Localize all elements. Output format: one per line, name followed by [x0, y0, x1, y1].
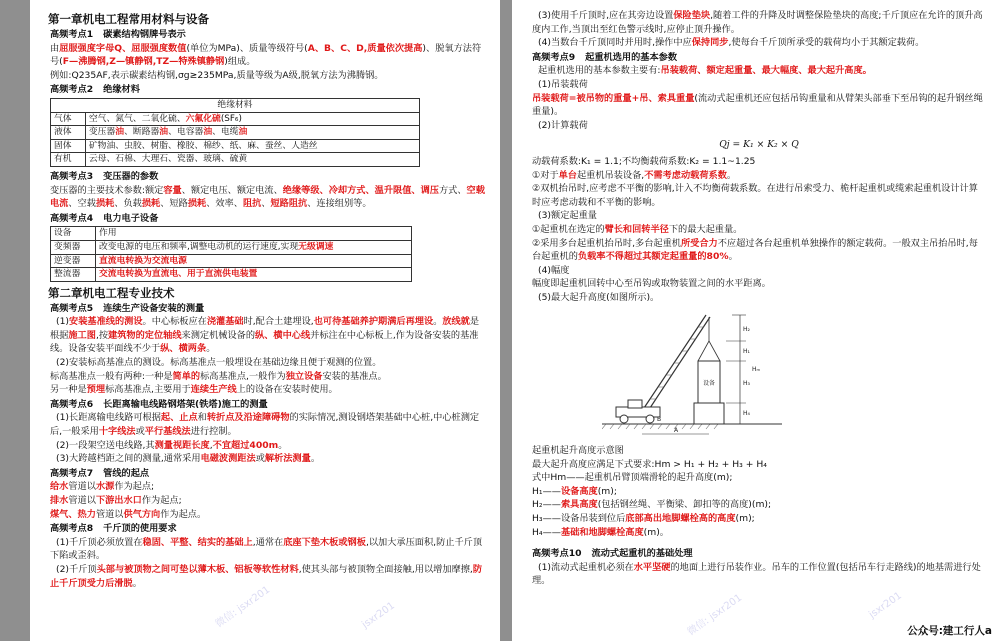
- highlight-text: 油: [238, 127, 248, 138]
- page-right: [512, 0, 1000, 641]
- text-run: (1)千斤顶必须放置在: [56, 536, 143, 548]
- paragraph: [50, 508, 486, 522]
- table-row: [51, 240, 412, 254]
- text-run: )组成。: [224, 56, 256, 68]
- text-run: 变压器: [88, 127, 116, 138]
- ground-hatch: [602, 424, 718, 429]
- table-row: [51, 112, 420, 126]
- highlight-text: 吊装载荷、额定起重量、最大幅度、最大起升高度。: [660, 65, 872, 77]
- text-run: 变压器的主要技术参数:额定: [50, 184, 164, 196]
- text-run: 的地面上进行吊装作业。吊车的工作位置(包括吊车行走路线)的地基需进行处理。: [532, 561, 981, 587]
- highlight-text: 负载率不得超过其额定起重量的80%: [577, 251, 729, 263]
- highlight-text: 损耗: [187, 198, 207, 210]
- highlight-text: 无级调速: [298, 241, 334, 252]
- equipment-label: 设备: [702, 380, 716, 388]
- text-run: (1)流动式起重机必须在: [538, 561, 634, 573]
- paragraph: 动载荷系数:K₁ = 1.1;不均衡载荷系数:K₂ = 1.1~1.25: [532, 155, 756, 167]
- highlight-text: 油: [203, 127, 213, 138]
- paragraph: [532, 223, 986, 237]
- text-run: 的实际情况,测设钢塔架基础中心桩,中心桩测定后,一般采用: [50, 412, 480, 438]
- highlight-text: 也可待基础养护期满后再埋设: [313, 316, 434, 328]
- subheading: (2)计算载荷: [538, 119, 588, 131]
- highlight-text: 施工图: [68, 329, 96, 341]
- table-row: [51, 139, 420, 153]
- text-run: (m)。: [643, 526, 669, 538]
- table-cell-key: 固体: [51, 139, 86, 153]
- paragraph: [50, 315, 486, 356]
- subheading: (5)最大起升高度(如图所示)。: [538, 291, 660, 303]
- dim-label: A: [674, 427, 679, 435]
- power-electronics-table: [50, 226, 412, 281]
- text-run: 标高基准点一般有两种:一种是: [50, 370, 173, 382]
- text-run: 管道以: [68, 481, 96, 493]
- highlight-text: A、B、C、D,质量依次提高: [307, 42, 423, 54]
- highlight-text: 损耗: [95, 198, 115, 210]
- highlight-text: 油: [115, 127, 125, 138]
- paragraph: [50, 411, 486, 438]
- dim-label: B: [657, 416, 662, 424]
- text-run: (SF₆): [220, 113, 242, 124]
- highlight-text: 索具高度: [560, 499, 598, 511]
- subheading: (1)吊装载荷: [538, 78, 588, 90]
- key-point-heading: 高频考点2 绝缘材料: [50, 84, 140, 96]
- highlight-text: 给水: [50, 481, 69, 493]
- text-run: 、电缆: [212, 127, 239, 138]
- text-run: (流动式起重机还应包括吊钩重量和从臂架头部垂下至吊钩的起升钢丝绳重量)。: [532, 92, 983, 118]
- table-cell-key: 有机: [51, 153, 86, 167]
- highlight-text: 煤气、热力: [50, 508, 96, 520]
- paragraph: 最大起升高度应满足下式要求:Hm > H₁ + H₂ + H₃ + H₄: [532, 458, 767, 470]
- text-run: ②采用多台起重机抬吊时,多台起重机: [532, 237, 681, 249]
- chapter-title: 第二章机电工程专业技术: [48, 285, 175, 300]
- highlight-text: 下游出水口: [95, 495, 142, 506]
- key-point-heading: 高频考点10 流动式起重机的基础处理: [532, 548, 693, 560]
- footer-account: 公众号:建工行人a: [907, 625, 992, 637]
- highlight-text: 短路阻抗: [270, 198, 308, 210]
- paragraph: [532, 92, 986, 119]
- paragraph: [50, 452, 486, 466]
- highlight-text: 交流电转换为直流电、用于直流供电装置: [99, 269, 258, 280]
- highlight-text: 纵、横中心线: [255, 329, 311, 341]
- text-run: ,以加大承压面积,防止千斤顶下陷或歪斜。: [50, 536, 483, 562]
- highlight-text: 直流电转换为交流电源: [99, 255, 187, 266]
- highlight-text: 纵、横两条: [160, 343, 207, 355]
- insulation-rows: [51, 112, 420, 166]
- highlight-text: 预埋: [86, 384, 106, 396]
- paragraph: [532, 9, 986, 36]
- text-run: 、空载: [68, 198, 96, 210]
- paragraph: [50, 370, 486, 384]
- text-run: 由: [50, 42, 60, 54]
- highlight-text: 防止千斤顶受力后滑脱: [50, 563, 483, 589]
- text-run: (1)长距离输电线路可根据: [56, 412, 161, 424]
- text-run: (m);: [597, 485, 617, 497]
- highlight-text: 连续生产线: [190, 384, 237, 396]
- text-run: 并标注在中心标板上,作为设备安装的基准线。设备安装平面线不少于: [50, 329, 479, 355]
- highlight-text: 安装基准线的测设: [69, 316, 143, 328]
- text-run: 不应超过各台起重机单独操作的额定载荷。一般双主吊抬吊时,每台起重机的: [532, 237, 978, 263]
- text-run: (4)当数台千斤顶同时并用时,操作中应: [538, 37, 692, 49]
- text-run: 。: [433, 316, 443, 328]
- highlight-text: 起、止点: [160, 412, 198, 424]
- highlight-text: 解析法测量: [264, 453, 311, 465]
- table-header: 设备: [51, 227, 96, 241]
- text-run: H₃——设备吊装到位后: [532, 513, 626, 525]
- highlight-text: 水平坚硬: [633, 561, 671, 573]
- dim-label: H₁: [743, 348, 750, 356]
- text-run: ,: [209, 439, 213, 451]
- dim-label: H₄: [743, 410, 750, 418]
- paragraph: [532, 169, 986, 183]
- paragraph: [50, 383, 486, 397]
- text-run: 安装的基准点。: [322, 370, 387, 382]
- highlight-text: 稳固、平整、结实的基础上: [142, 536, 253, 548]
- text-run: 、: [261, 198, 271, 210]
- text-run: 。: [310, 453, 320, 465]
- paragraph: [50, 536, 486, 563]
- sling: [698, 341, 709, 361]
- text-run: 进行控制。: [190, 426, 237, 438]
- text-run: 空气、氮气、二氧化硫、: [88, 113, 186, 124]
- text-run: 管道以: [68, 495, 96, 506]
- highlight-text: F—沸腾钢,Z—镇静钢,TZ—特殊镇静钢: [62, 56, 225, 68]
- highlight-text: 转折点及沿途障碍物: [206, 412, 290, 424]
- text-run: 标高基准点,一般作为: [200, 370, 286, 382]
- text-run: 或: [135, 426, 145, 438]
- text-run: 作为起点;: [114, 481, 155, 493]
- text-run: 管道以: [95, 508, 124, 520]
- figure-caption: 起重机起升高度示意图: [532, 445, 624, 457]
- paragraph: [532, 485, 986, 499]
- text-run: 、电容器: [168, 127, 204, 138]
- paragraph: [50, 184, 486, 211]
- text-run: 时,配合土建埋设,: [243, 316, 314, 328]
- highlight-text: 油: [159, 127, 169, 138]
- key-point-heading: 高频考点5 连续生产设备安装的测量: [50, 302, 205, 314]
- highlight-text: 基础和地脚螺栓高度: [560, 526, 644, 538]
- text-run: 来测定机械设备的: [181, 329, 256, 341]
- paragraph: 式中Hm——起重机吊臂顶端滑轮的起升高度(m);: [532, 472, 733, 484]
- paragraph: [50, 480, 486, 494]
- table-cell-value: [85, 112, 419, 126]
- paragraph: ②双机抬吊时,应考虑不平衡的影响,计入不均衡荷载系数。在进行吊索受力、桅杆起重机或缆索起重机设计计算时应考虑动载和不平衡的影响。: [532, 183, 978, 208]
- watermark: 微信: jsxr201: [685, 592, 745, 638]
- crane-figure: [602, 307, 986, 442]
- text-run: 、断路器: [124, 127, 160, 138]
- text-run: H₂——: [532, 499, 561, 511]
- text-run: (单位为MPa)、质量等级符号(: [186, 42, 308, 54]
- highlight-text: 保险垫块: [673, 10, 711, 21]
- text-run: ,使其头部与被顶物全面接触,用以增加摩擦,: [298, 563, 473, 575]
- key-point-heading: 高频考点7 管线的起点: [50, 467, 150, 479]
- text-run: 。: [132, 577, 142, 589]
- text-run: 。: [278, 439, 288, 451]
- text-run: ①起重机在选定的: [532, 223, 605, 235]
- highlight-text: 简单的: [172, 370, 201, 382]
- highlight-text: 水源: [95, 481, 115, 493]
- table-cell-key: 变频器: [51, 240, 96, 254]
- table-cell-value: [85, 126, 419, 140]
- table-cell-key: 液体: [51, 126, 86, 140]
- highlight-text: 测量视距长度: [154, 439, 210, 451]
- text-run: (1): [56, 316, 70, 328]
- key-point-heading: 高频考点9 起重机选用的基本参数: [532, 51, 678, 63]
- dim-label: Hₘ: [752, 366, 761, 374]
- paragraph: (2)安装标高基准点的测设。标高基准点一般埋设在基础边缘且便于观测的位置。: [56, 357, 382, 369]
- subheading: (3)额定起重量: [538, 210, 597, 222]
- subheading: (4)幅度: [538, 264, 570, 276]
- text-run: 是根据: [50, 316, 480, 341]
- text-run: 改变电源的电压和频率,调整电动机的运行速度,实现: [99, 241, 299, 252]
- highlight-text: 屈服强度字母Q、屈服强度数值: [59, 42, 187, 54]
- text-run: 另一种是: [50, 384, 87, 396]
- text-run: 或: [255, 453, 265, 465]
- text-run: ,使每台千斤顶所承受的载荷均小于其额定载荷。: [728, 37, 925, 49]
- table-cell-key: 整流器: [51, 268, 96, 282]
- table-cell-key: 逆变器: [51, 254, 96, 268]
- key-point-heading: 高频考点4 电力电子设备: [50, 212, 159, 224]
- highlight-text: 建筑物的定位轴线: [108, 329, 182, 341]
- highlight-text: 不宜超过400m: [212, 439, 279, 451]
- highlight-text: 底部高出地脚螺栓高的高度: [625, 513, 736, 525]
- highlight-text: 臂长和回转半径: [604, 223, 669, 235]
- text-run: (3)使用千斤顶时,应在其旁边设置: [538, 10, 674, 21]
- paragraph: [532, 561, 986, 588]
- highlight-text: 独立设备: [285, 370, 323, 382]
- highlight-text: 不需考虑动载荷系数: [644, 169, 727, 181]
- table-cell-value: [96, 268, 412, 282]
- page-left: [30, 0, 500, 641]
- text-run: 矿物油、虫胶、树脂、橡胶、棉纱、纸、麻、蚕丝、人造丝: [88, 140, 318, 151]
- highlight-text: 容量: [163, 184, 182, 196]
- text-run: 。: [206, 343, 216, 355]
- text-run: 云母、石棉、大理石、瓷器、玻璃、硫黄: [88, 154, 248, 165]
- watermark: jsxr201: [360, 600, 397, 631]
- paragraph: [532, 512, 986, 526]
- highlight-text: 设备高度: [560, 485, 598, 497]
- text-run: 、短路: [160, 198, 188, 210]
- highlight-text: 单台: [558, 169, 577, 181]
- dim-label: H₂: [743, 326, 750, 334]
- text-run: ,通常在: [252, 536, 284, 548]
- table-row: [51, 268, 412, 282]
- text-run: 。: [728, 251, 738, 263]
- table-cell-value: [85, 139, 419, 153]
- table-cell-value: [85, 153, 419, 167]
- power-electronics-rows: [51, 240, 412, 281]
- text-run: )、脱氧方法符号(: [50, 42, 482, 68]
- cab: [628, 400, 642, 408]
- highlight-text: 六氟化硫: [185, 113, 221, 124]
- text-run: H₁——: [532, 485, 561, 497]
- text-run: (m);: [735, 513, 755, 525]
- dim-label: H₃: [743, 380, 750, 388]
- text-run: 起重机吊装设备,: [577, 169, 645, 181]
- highlight-text: 空载电流: [50, 184, 485, 210]
- paragraph: [50, 494, 486, 508]
- text-run: 、连接组别等。: [307, 198, 372, 210]
- highlight-text: 吊装载荷=被吊物的重量+吊、索具重量: [532, 92, 695, 104]
- table-row: [51, 254, 412, 268]
- key-point-heading: 高频考点3 变压器的参数: [50, 170, 159, 182]
- paragraph: 例如:Q235AF,表示碳素结构钢,σg≥235MPa,质量等级为A级,脱氧方法为沸腾钢。: [50, 69, 384, 81]
- key-point-heading: 高频考点6 长距离输电线路钢塔架(铁塔)施工的测量: [50, 398, 268, 410]
- crane-diagram: [602, 307, 792, 437]
- text-run: 、效率、: [206, 198, 243, 210]
- text-run: ,随着工件的升降及时调整保险垫块的高度;千斤顶应在允许的顶升高度内工作,当顶出至红色警示线时,应停止顶升操作。: [532, 10, 983, 35]
- highlight-text: 供气方向: [123, 508, 161, 520]
- paragraph: 幅度即起重机回转中心至吊钩或取物装置之间的水平距离。: [532, 278, 771, 290]
- text-run: 。: [726, 169, 737, 181]
- paragraph: [50, 439, 486, 453]
- text-run: 和: [197, 412, 207, 424]
- paragraph: [50, 42, 486, 69]
- text-run: (2)千斤顶: [56, 563, 97, 575]
- highlight-text: 排水: [50, 495, 69, 506]
- text-run: 起重机选用的基本参数主要有:: [538, 65, 661, 77]
- text-run: 。中心标板应在: [142, 316, 207, 328]
- text-run: 、负载: [114, 198, 142, 210]
- highlight-text: 头部与被顶物之间可垫以薄木板、铝板等软性材料: [96, 563, 299, 575]
- text-run: ①对于: [532, 169, 559, 181]
- highlight-text: 绝缘等级、冷却方式、温升限值、调压: [282, 184, 439, 196]
- watermark: 微信: jsxr201: [213, 584, 273, 630]
- wheel: [646, 415, 654, 423]
- text-run: ,按: [95, 329, 109, 341]
- text-run: 作为起点;: [141, 495, 182, 506]
- paragraph: [532, 36, 986, 50]
- watermark: jsxr201: [867, 590, 904, 621]
- paragraph: [532, 64, 986, 78]
- highlight-text: 平行基线法: [144, 426, 191, 438]
- text-run: (3)大跨越档距之间的测量,通常采用: [56, 453, 201, 465]
- highlight-text: 浇灌基础: [206, 316, 244, 328]
- sling: [709, 341, 720, 361]
- text-run: (包括钢丝绳、平衡梁、卸扣等的高度)(m);: [597, 499, 772, 511]
- insulation-table: [50, 98, 420, 167]
- table-cell-key: 气体: [51, 112, 86, 126]
- text-run: 作为起点。: [160, 508, 207, 520]
- text-run: 下的最大起重量。: [668, 223, 743, 235]
- paragraph: [532, 526, 986, 540]
- table-header: 作用: [96, 227, 412, 241]
- text-run: (2)一段架空送电线路,其: [56, 439, 155, 451]
- highlight-text: 电磁波测距法: [200, 453, 256, 465]
- foundation: [694, 403, 724, 424]
- highlight-text: 保持同步: [691, 37, 729, 49]
- highlight-text: 十字线法: [98, 426, 136, 438]
- paragraph: [532, 237, 986, 264]
- highlight-text: 损耗: [141, 198, 161, 210]
- highlight-text: 所受合力: [680, 237, 718, 249]
- highlight-text: 底座下垫木板或钢板: [283, 536, 366, 548]
- table-header: 绝缘材料: [51, 98, 420, 112]
- table-cell-value: [96, 254, 412, 268]
- text-run: 标高基准点,主要用于: [105, 384, 191, 396]
- paragraph: [532, 498, 986, 512]
- highlight-text: 阻抗: [242, 198, 262, 210]
- text-run: 方式、: [438, 184, 467, 196]
- table-row: [51, 153, 420, 167]
- text-run: 上的设备在安装时使用。: [236, 384, 338, 396]
- key-point-heading: 高频考点1 碳素结构钢牌号表示: [50, 29, 186, 40]
- chapter-title: 第一章机电工程常用材料与设备: [48, 12, 209, 26]
- wheel: [620, 415, 628, 423]
- text-run: 、额定电压、额定电流、: [181, 184, 283, 196]
- highlight-text: 放线就: [442, 316, 470, 328]
- key-point-heading: 高频考点8 千斤顶的使用要求: [50, 523, 177, 535]
- text-run: H₄——: [532, 526, 561, 538]
- table-row: [51, 126, 420, 140]
- formula: Qj = K₁ × K₂ × Q: [719, 139, 799, 151]
- table-cell-value: [96, 240, 412, 254]
